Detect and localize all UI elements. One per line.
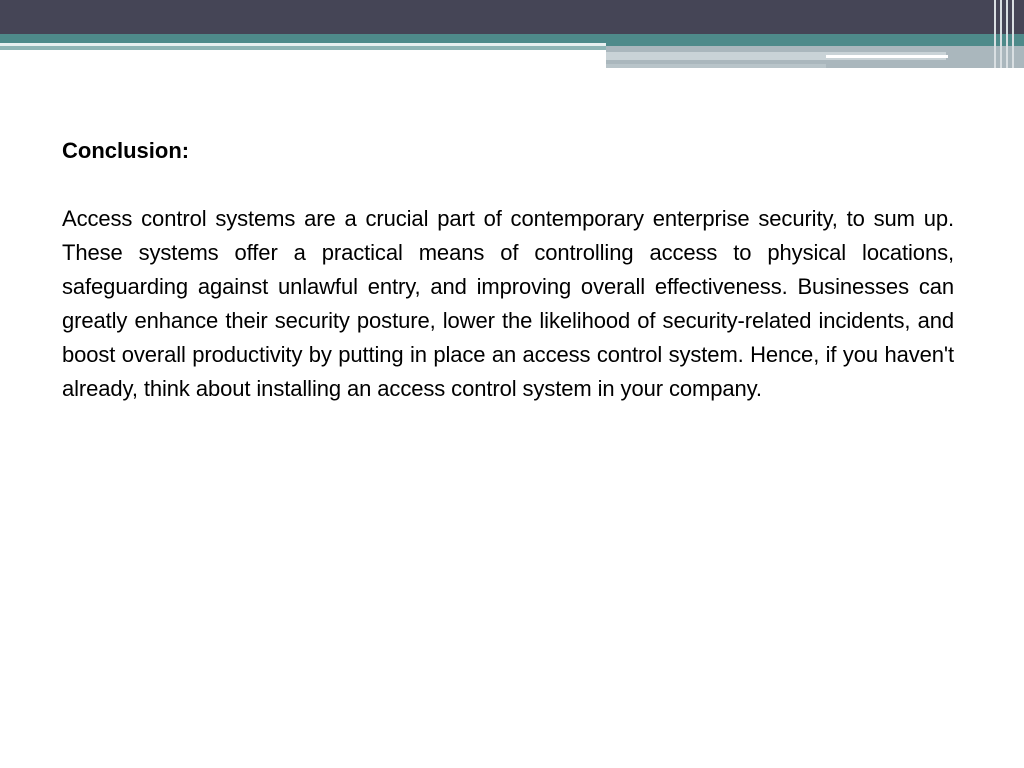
header-gray-lower-line — [606, 64, 826, 68]
stripe — [1000, 0, 1002, 68]
slide-paragraph: Access control systems are a crucial part of contemporary enterprise security, to sum up. These systems offer a practical means of controlling access to physical locations, safeguarding against unlawful entry, and improving overall effectiveness. Businesses can greatly enhance their security posture, lower the likelihood of security-related incidents, and boost overall productivity by putting in place an access control system. Hence, if you haven't already, think about installing an access control system in your company. — [62, 206, 954, 401]
header-white-line — [826, 55, 948, 58]
slide-content — [62, 134, 954, 406]
slide-heading: Conclusion: — [62, 138, 190, 163]
header-vertical-stripes — [992, 0, 1024, 68]
stripe — [1012, 0, 1014, 68]
stripe — [994, 0, 996, 68]
header-dark-band — [0, 0, 1024, 34]
stripe — [1006, 0, 1008, 68]
header-teal-light-line — [0, 46, 606, 50]
